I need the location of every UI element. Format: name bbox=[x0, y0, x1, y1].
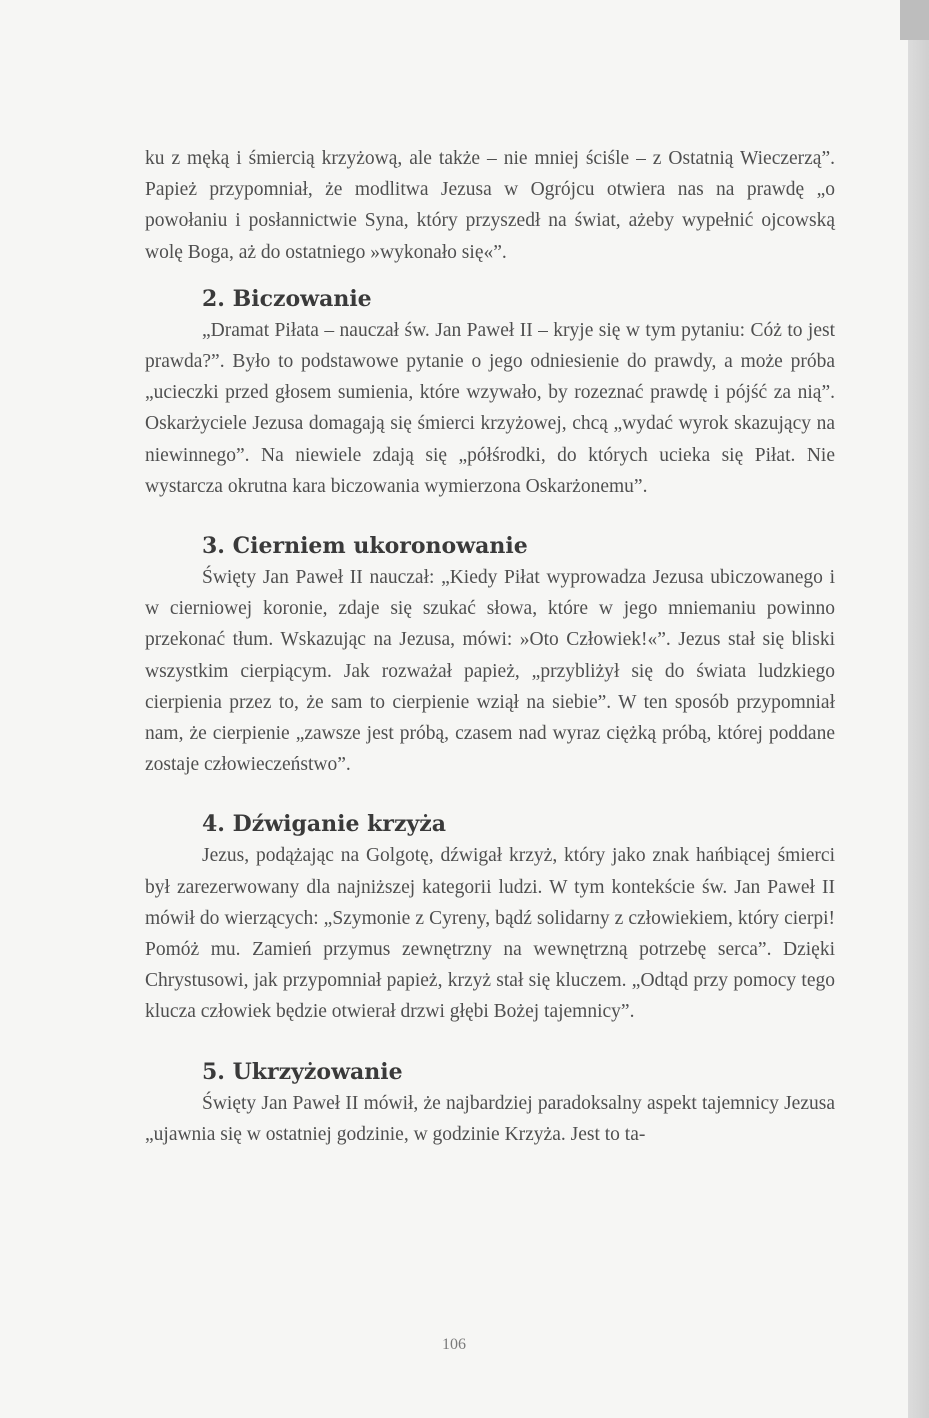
section-heading-dzwiganie-krzyza: 4. Dźwiganie krzyża bbox=[202, 811, 446, 838]
corner-shadow bbox=[900, 0, 929, 40]
section-text-dzwiganie-krzyza: Jezus, podążając na Golgotę, dźwigał krzyż, który jako znak hańbiącej śmierci był zarezerwowany dla najniższej kategorii ludzi. W tym kontekście św. Jan Paweł II mówił do wierzących: „Szymonie z Cyreny, bądź solidarny z człowiekiem, który cierpi! Pomóż mu. Zamień przymus zewnętrzny na wewnętrzną potrzebę serca”. Dzięki Chrystusowi, jak przypomniał papież, krzyż stał się kluczem. „Odtąd przy pomocy tego klucza człowiek będzie otwierał drzwi głębi Bożej tajemnicy”. bbox=[145, 845, 835, 1023]
page-content bbox=[145, 143, 835, 1150]
page-edge bbox=[908, 0, 929, 1418]
section-heading-cierniem-ukoronowanie: 3. Cierniem ukoronowanie bbox=[202, 533, 528, 560]
section-text-cierniem-ukoronowanie: Święty Jan Paweł II nauczał: „Kiedy Piłat wyprowadza Jezusa ubiczowanego i w cierniowej koronie, zdaje się szukać słowa, które w jego mniemaniu powinno przekonać tłum. Wskazując na Jezusa, mówi: »Oto Człowiek!«”. Jezus stał się bliski wszystkim cierpiącym. Jak rozważał papież, „przybliżył się do świata ludzkiego cierpienia przez to, że sam to cierpienie wziął na siebie”. W ten sposób przypomniał nam, że cierpienie „zawsze jest próbą, czasem nad wyraz ciężką próbą, której poddane zostaje człowieczeństwo”. bbox=[145, 567, 835, 776]
section-heading-biczowanie: 2. Biczowanie bbox=[202, 285, 372, 312]
page-number: 106 bbox=[442, 1336, 466, 1353]
section-text-ukrzyzowanie: Święty Jan Paweł II mówił, że najbardziej paradoksalny aspekt tajemnicy Jezusa „ujawnia się w ostatniej godzinie, w godzinie Krzyża. Jest to ta- bbox=[145, 1092, 835, 1145]
intro-paragraph: ku z męką i śmiercią krzyżową, ale także – nie mniej ściśle – z Ostatnią Wieczerzą”. Papież przypomniał, że modlitwa Jezusa w Ogrójcu otwiera nas na prawdę „o powołaniu i posłannictwie Syna, który przyszedł na świat, ażeby wypełnić ojcowską wolę Boga, aż do ostatniego »wykonało się«”. bbox=[145, 148, 835, 263]
section-heading-ukrzyzowanie: 5. Ukrzyżowanie bbox=[202, 1058, 403, 1085]
section-text-biczowanie: „Dramat Piłata – nauczał św. Jan Paweł II – kryje się w tym pytaniu: Cóż to jest prawda?”. Było to podstawowe pytanie o jego odniesienie do prawdy, a może próba „ucieczki przed głosem sumienia, które wzywało, by rozeznać prawdę i pójść za nią”. Oskarżyciele Jezusa domagają się śmierci krzyżowej, chcą „wydać wyrok skazujący na niewinnego”. Na niewiele zdają się „półśrodki, do których ucieka się Piłat. Nie wystarcza okrutna kara biczowania wymierzona Oskarżonemu”. bbox=[145, 319, 835, 497]
